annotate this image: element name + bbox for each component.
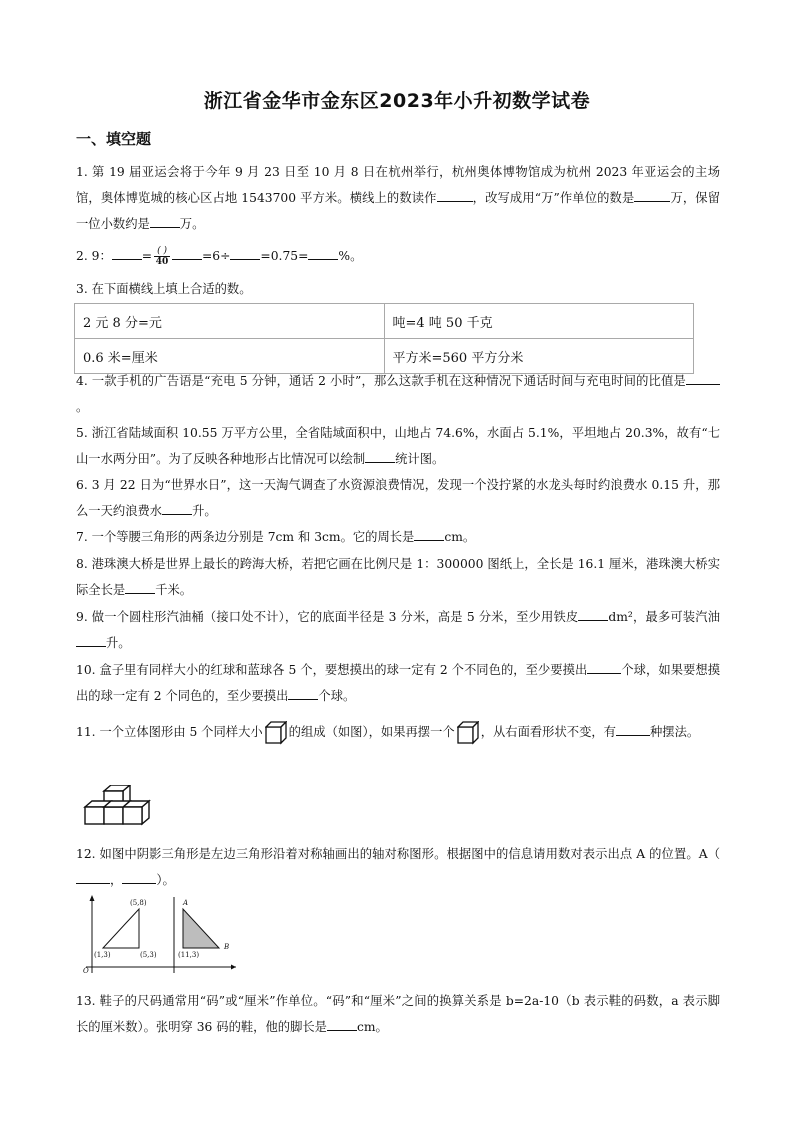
answer-blank[interactable] (162, 500, 192, 515)
q4-text: 4. 一款手机的广告语是“充电 5 分钟，通话 2 小时”，那么这款手机在这种情况下通话时间与充电时间的比值是 (76, 374, 686, 388)
q2-div: =6÷ (201, 249, 231, 263)
answer-blank[interactable] (414, 526, 444, 541)
q1-text: ，改写成用“万”作单位的数是 (472, 191, 635, 205)
question-11 (76, 717, 720, 747)
left-triangle (103, 909, 139, 948)
cube-stack-figure (78, 785, 154, 831)
q11-text: ，从右面看形状不变，有 (480, 725, 616, 739)
q9-text: 9. 做一个圆柱形汽油桶（接口处不计），它的底面半径是 3 分米，高是 5 分米，至少用铁皮 (76, 610, 579, 624)
answer-blank[interactable] (122, 869, 156, 884)
question-9 (76, 604, 720, 656)
q13-text: cm。 (356, 1020, 388, 1034)
q9-text: 升。 (106, 636, 131, 650)
q5-text: 5. 浙江省陆域面积 10.55 万平方公里，全省陆域面积中，山地占 74.6%，水面占 5.1%，平坦地占 20.3%，故有“七山一水两分田”。为了反映各种地形占比情况可以绘制 (76, 426, 720, 466)
q11-text: 11. 一个立体图形由 5 个同样大小 (76, 725, 263, 739)
q12-text: ）。 (156, 873, 175, 887)
table-row (75, 304, 694, 339)
table-cell[interactable]: 0.6 米=厘米 (75, 339, 385, 374)
q4-text: 。 (76, 400, 89, 414)
point-label: (1,3) (94, 951, 111, 959)
q10-text: 10. 盒子里有同样大小的红球和蓝球各 5 个，要想摸出的球一定有 2 个不同色的，至少要摸出 (76, 663, 588, 677)
answer-blank[interactable] (686, 370, 720, 385)
point-B-label: B (224, 943, 230, 951)
q5-text: 统计图。 (395, 452, 445, 466)
answer-blank[interactable] (125, 579, 155, 594)
answer-blank[interactable] (76, 869, 110, 884)
point-label: (11,3) (178, 951, 200, 959)
q12-text: ， (110, 873, 123, 887)
q9-text: dm²，最多可装汽油 (608, 610, 720, 624)
q8-text: 8. 港珠澳大桥是世界上最长的跨海大桥，若把它画在比例尺是 1：300000 图纸上，全长是 16.1 厘米，港珠澳大桥实际全长是 (76, 557, 720, 597)
answer-blank[interactable] (172, 245, 202, 260)
q2-prefix: 2. 9： (76, 249, 112, 263)
answer-blank[interactable] (365, 448, 395, 463)
q1-text: 万，保留一位小数约是 (76, 191, 720, 231)
q11-text: 种摆法。 (649, 725, 700, 739)
question-2 (76, 243, 720, 269)
question-12 (76, 841, 720, 893)
fraction-numerator: ( ) (154, 246, 170, 257)
cube-icon (457, 721, 479, 745)
answer-blank[interactable] (616, 721, 650, 736)
q1-text: 万。 (179, 217, 205, 231)
q7-text: cm。 (444, 530, 476, 544)
q10-text: 个球，如果要想摸出的球一定有 2 个同色的，至少要摸出 (76, 663, 720, 703)
shaded-triangle (183, 909, 219, 948)
question-4 (76, 368, 720, 420)
coordinate-figure (74, 893, 240, 975)
question-13 (76, 988, 720, 1040)
q10-text: 个球。 (318, 689, 356, 703)
q13-text: 13. 鞋子的尺码通常用“码”或“厘米”作单位。“码”和“厘米”之间的换算关系是 b=2a-10（b 表示鞋的码数，a 表示脚长的厘米数）。张明穿 36 码的鞋，他的脚长是 (76, 994, 720, 1034)
fraction-denominator: 40 (155, 257, 169, 267)
question-1 (76, 159, 720, 237)
answer-blank[interactable] (437, 187, 473, 202)
answer-blank[interactable] (112, 245, 142, 260)
q6-text: 升。 (192, 504, 217, 518)
table-cell[interactable]: 2 元 8 分=元 (75, 304, 385, 339)
table-cell[interactable]: 吨=4 吨 50 千克 (384, 304, 694, 339)
conversion-table (74, 303, 694, 374)
page-title: 浙江省金华市金东区2023年小升初数学试卷 (203, 90, 591, 112)
point-A-label: A (183, 899, 189, 907)
question-8 (76, 551, 720, 603)
fraction (154, 246, 170, 267)
answer-blank[interactable] (150, 213, 180, 228)
question-6 (76, 472, 720, 524)
q2-pct: %。 (338, 249, 363, 263)
question-3-stem: 3. 在下面横线上填上合适的数。 (76, 282, 252, 296)
origin-label: O (83, 967, 89, 975)
answer-blank[interactable] (327, 1016, 357, 1031)
answer-blank[interactable] (634, 187, 670, 202)
answer-blank[interactable] (230, 245, 260, 260)
point-label: (5,8) (130, 899, 147, 907)
question-5 (76, 420, 720, 472)
answer-blank[interactable] (288, 685, 318, 700)
answer-blank[interactable] (76, 632, 106, 647)
q11-text: 的组成（如图），如果再摆一个 (288, 725, 455, 739)
section-heading: 一、填空题 (76, 130, 152, 148)
q12-text: 12. 如图中阴影三角形是左边三角形沿着对称轴画出的轴对称图形。根据图中的信息请用数对表示出点 A 的位置。A（ (76, 847, 720, 861)
cube-icon (265, 721, 287, 745)
q6-text: 6. 3 月 22 日为“世界水日”，这一天淘气调查了水资源浪费情况，发现一个没拧紧的水龙头每时约浪费水 0.15 升，那么一天约浪费水 (76, 478, 720, 518)
question-7 (76, 524, 720, 550)
q1-text: 1. 第 19 届亚运会将于今年 9 月 23 日至 10 月 8 日在杭州举行，杭州奥体博物馆成为杭州 2023 年亚运会的主场馆，奥体博览城的核心区占地 1543700 平方米。横线上的数读作 (76, 165, 720, 205)
q2-eq: = (141, 249, 153, 263)
q2-dec: =0.75= (260, 249, 309, 263)
answer-blank[interactable] (308, 245, 338, 260)
answer-blank[interactable] (587, 659, 621, 674)
q7-text: 7. 一个等腰三角形的两条边分别是 7cm 和 3cm。它的周长是 (76, 530, 415, 544)
table-cell[interactable]: 平方米=560 平方分米 (384, 339, 694, 374)
point-label: (5,3) (140, 951, 157, 959)
answer-blank[interactable] (578, 606, 608, 621)
question-10 (76, 657, 720, 709)
q8-text: 千米。 (155, 583, 193, 597)
